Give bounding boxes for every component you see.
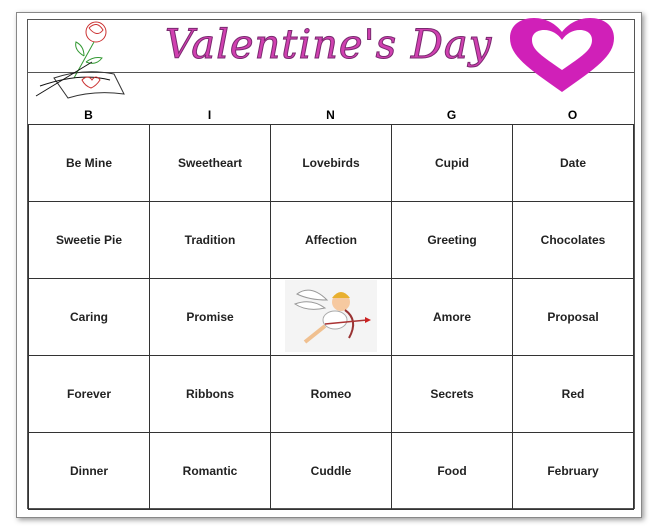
column-letter: I xyxy=(207,108,212,122)
table-row xyxy=(29,279,634,356)
bingo-cell: Ribbons xyxy=(150,356,271,433)
bingo-cell: Greeting xyxy=(392,202,513,279)
bingo-cell: Secrets xyxy=(392,356,513,433)
free-space-cell xyxy=(271,279,392,356)
bingo-cell: Tradition xyxy=(150,202,271,279)
bingo-header xyxy=(28,108,633,122)
heart-icon xyxy=(508,18,616,94)
rose-icon xyxy=(34,18,134,103)
bingo-cell: Dinner xyxy=(29,433,150,510)
column-letter: G xyxy=(446,108,457,122)
cupid-icon xyxy=(285,280,377,352)
bingo-cell: Romantic xyxy=(150,433,271,510)
bingo-cell: Sweetie Pie xyxy=(29,202,150,279)
column-letter: N xyxy=(326,108,335,122)
bingo-cell: February xyxy=(513,433,634,510)
table-row xyxy=(29,125,634,202)
column-letter: O xyxy=(567,108,578,122)
bingo-cell: Cuddle xyxy=(271,433,392,510)
bingo-cell: Food xyxy=(392,433,513,510)
table-row xyxy=(29,433,634,510)
column-letter: B xyxy=(84,108,93,122)
bingo-cell: Be Mine xyxy=(29,125,150,202)
bingo-cell: Cupid xyxy=(392,125,513,202)
bingo-cell: Caring xyxy=(29,279,150,356)
bingo-cell: Promise xyxy=(150,279,271,356)
bingo-cell: Forever xyxy=(29,356,150,433)
bingo-cell: Affection xyxy=(271,202,392,279)
bingo-grid xyxy=(28,124,634,510)
bingo-cell: Red xyxy=(513,356,634,433)
bingo-cell: Amore xyxy=(392,279,513,356)
bingo-cell: Romeo xyxy=(271,356,392,433)
table-row xyxy=(29,202,634,279)
bingo-cell: Chocolates xyxy=(513,202,634,279)
bingo-cell: Proposal xyxy=(513,279,634,356)
table-row xyxy=(29,356,634,433)
bingo-cell: Sweetheart xyxy=(150,125,271,202)
bingo-cell: Date xyxy=(513,125,634,202)
page-title: Valentine's Day xyxy=(165,22,493,68)
bingo-cell: Lovebirds xyxy=(271,125,392,202)
